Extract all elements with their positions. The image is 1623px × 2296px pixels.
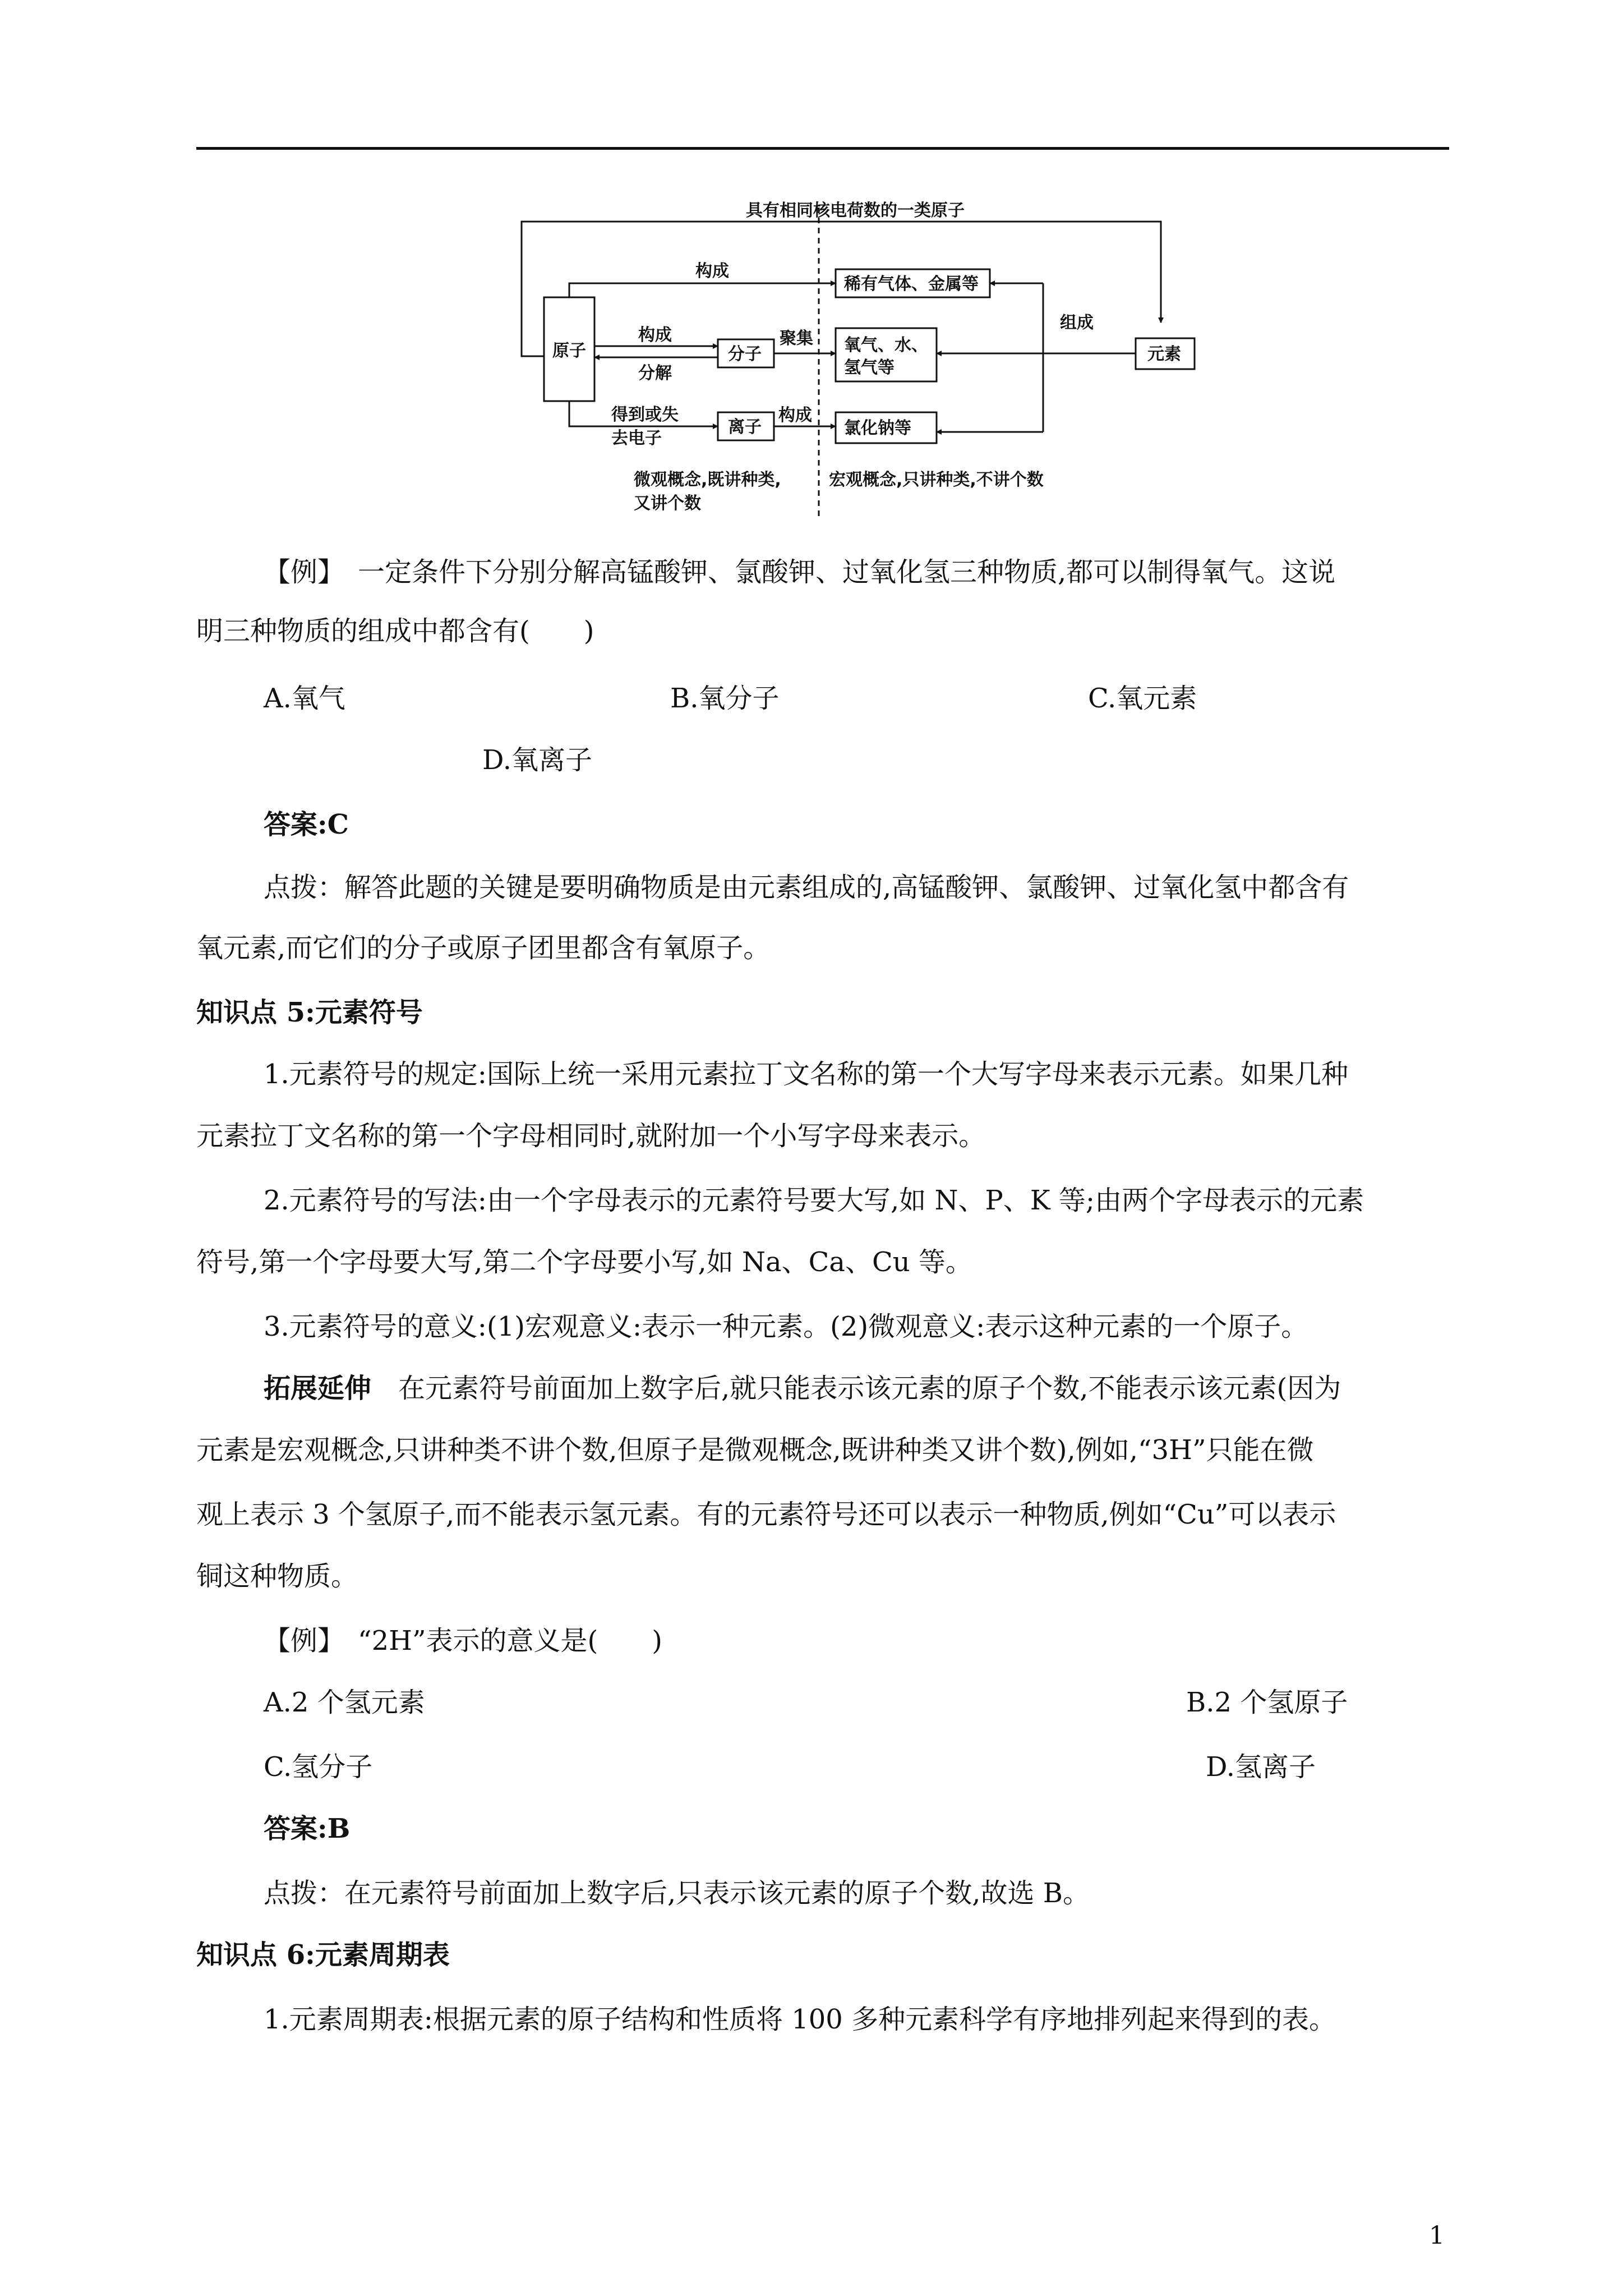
oxygen-water-label-1: 氧气、水、 (844, 335, 928, 355)
example1-option-a: A.氧气 (264, 683, 345, 714)
gain-lose-label-1: 得到或失 (611, 405, 679, 425)
example2-text: “2H”表示的意义是( ) (358, 1625, 662, 1657)
example1-line1 (264, 553, 1335, 592)
molecule-label: 分子 (728, 344, 762, 364)
diagram-top-label: 具有相同核电荷数的一类原子 (746, 201, 965, 220)
header-rule (196, 147, 1449, 150)
constitute-mid-label: 构成 (638, 325, 672, 345)
example2-option-a: A.2 个氢元素 (264, 1687, 425, 1718)
noble-metal-label: 稀有气体、金属等 (844, 274, 979, 294)
constitute-top-label: 构成 (695, 261, 729, 281)
kp5-p3: 3.元素符号的意义:(1)宏观意义:表示一种元素。(2)微观意义:表示这种元素的一个原子。 (264, 1311, 1308, 1342)
kp5-p2-2: 符号,第一个字母要大写,第二个字母要小写,如 Na、Ca、Cu 等。 (196, 1246, 972, 1278)
example1-option-c: C.氧元素 (1088, 683, 1197, 714)
ext-text-1: 在元素符号前面加上数字后,就只能表示该元素的原子个数,不能表示该元素(因为 (398, 1373, 1341, 1404)
kp5-ext-2: 元素是宏观概念,只讲种类不讲个数,但原子是微观概念,既讲种类又讲个数),例如,“3H”只能在微 (196, 1434, 1314, 1466)
micro-note-2: 又讲个数 (634, 494, 701, 513)
kp5-heading: 知识点 5:元素符号 (196, 997, 423, 1028)
decompose-label: 分解 (638, 364, 672, 383)
example1-hint-1: 点拨：解答此题的关键是要明确物质是由元素组成的,高锰酸钾、氯酸钾、过氧化氢中都含有 (264, 872, 1349, 903)
macro-note: 宏观概念,只讲种类,不讲个数 (829, 470, 1044, 490)
kp5-p1-2: 元素拉丁文名称的第一个字母相同时,就附加一个小写字母来表示。 (196, 1120, 986, 1152)
example2-option-d: D.氢离子 (1206, 1751, 1316, 1783)
kp6-heading: 知识点 6:元素周期表 (196, 1939, 450, 1971)
example1-text-1: 一定条件下分别分解高锰酸钾、氯酸钾、过氧化氢三种物质,都可以制得氧气。这说 (358, 556, 1336, 588)
example2-hint: 点拨：在元素符号前面加上数字后,只表示该元素的原子个数,故选 B。 (264, 1878, 1090, 1909)
ext-label: 拓展延伸 (264, 1373, 372, 1404)
oxygen-water-label-2: 氢气等 (844, 358, 895, 378)
gather-label: 聚集 (780, 329, 813, 348)
example1-option-d: D.氧离子 (482, 744, 593, 776)
example2-option-c: C.氢分子 (264, 1751, 373, 1783)
example1-text-2: 明三种物质的组成中都含有( ) (196, 615, 594, 647)
example2-option-b: B.2 个氢原子 (1186, 1687, 1348, 1718)
example1-option-b: B.氧分子 (670, 683, 780, 714)
atom-label: 原子 (552, 341, 586, 361)
compose-label: 组成 (1060, 313, 1094, 333)
ion-label: 离子 (728, 417, 762, 437)
micro-note-1: 微观概念,既讲种类, (634, 470, 781, 490)
constitute-ion-label: 构成 (778, 406, 812, 425)
concept-diagram (505, 194, 1234, 530)
example2-line (264, 1621, 662, 1660)
example2-tag: 【例】 (264, 1625, 331, 1657)
example1-answer: 答案:C (264, 809, 349, 840)
nacl-label: 氯化钠等 (844, 418, 911, 438)
example1-tag: 【例】 (264, 556, 331, 588)
element-label: 元素 (1147, 344, 1181, 364)
kp5-ext-line1 (264, 1369, 1341, 1408)
kp5-p1-1: 1.元素符号的规定:国际上统一采用元素拉丁文名称的第一个大写字母来表示元素。如果几种 (264, 1059, 1348, 1090)
kp5-p2-1: 2.元素符号的写法:由一个字母表示的元素符号要大写,如 N、P、K 等;由两个字母表示的元素 (264, 1185, 1364, 1216)
kp5-ext-4: 铜这种物质。 (196, 1561, 358, 1592)
page-number: 1 (1429, 2221, 1445, 2250)
gain-lose-label-2: 去电子 (611, 429, 662, 448)
kp5-ext-3: 观上表示 3 个氢原子,而不能表示氢元素。有的元素符号还可以表示一种物质,例如“Cu”可以表示 (196, 1499, 1336, 1530)
example2-answer: 答案:B (264, 1813, 351, 1844)
kp6-p1: 1.元素周期表:根据元素的原子结构和性质将 100 多种元素科学有序地排列起来得到的表。 (264, 2004, 1336, 2035)
example1-hint-2: 氧元素,而它们的分子或原子团里都含有氧原子。 (196, 932, 771, 964)
